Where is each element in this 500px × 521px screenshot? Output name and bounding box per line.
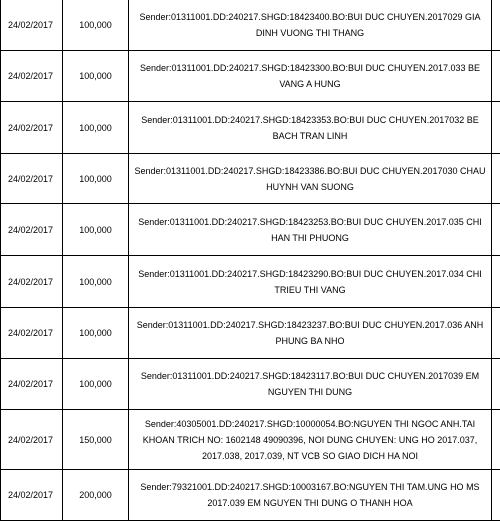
- date-cell: 24/02/2017: [1, 308, 63, 359]
- amount-cell: 150,000: [63, 410, 129, 470]
- amount-cell: 100,000: [63, 204, 129, 256]
- date-cell: 24/02/2017: [1, 410, 63, 470]
- description-cell: Sender:01311001.DD:240217.SHGD:18423300.BO:BUI DUC CHUYEN.2017.033 BE VANG A HUNG: [129, 51, 492, 102]
- empty-cell: [492, 410, 500, 470]
- date-cell: 24/02/2017: [1, 51, 63, 102]
- table-row: [1, 359, 500, 410]
- description-cell: Sender:01311001.DD:240217.SHGD:18423386.BO:BUI DUC CHUYEN.2017030 CHAU HUYNH VAN SUONG: [129, 154, 492, 204]
- description-cell: Sender:01311001.DD:240217.SHGD:18423117.BO:BUI DUC CHUYEN.2017039 EM NGUYEN THI DUNG: [129, 359, 492, 410]
- table-row: [1, 204, 500, 256]
- amount-cell: 100,000: [63, 154, 129, 204]
- date-cell: 24/02/2017: [1, 256, 63, 308]
- amount-cell: 100,000: [63, 51, 129, 102]
- empty-cell: [492, 204, 500, 256]
- description-cell: Sender:01311001.DD:240217.SHGD:18423353.BO:BUI DUC CHUYEN.2017032 BE BACH TRAN LINH: [129, 102, 492, 154]
- date-cell: 24/02/2017: [1, 154, 63, 204]
- description-cell: Sender:01311001.DD:240217.SHGD:18423290.BO:BUI DUC CHUYEN.2017.034 CHI TRIEU THI VANG: [129, 256, 492, 308]
- description-cell: Sender:79321001.DD:240217.SHGD:10003167.BO:NGUYEN THI TAM.UNG HO MS 2017.039 EM NGUYEN THI DUNG O THANH HOA: [129, 470, 492, 521]
- description-cell: Sender:01311001.DD:240217.SHGD:18423237.BO:BUI DUC CHUYEN.2017.036 ANH PHUNG BA NHO: [129, 308, 492, 359]
- empty-cell: [492, 102, 500, 154]
- table-row: [1, 154, 500, 204]
- table-row: [1, 256, 500, 308]
- empty-cell: [492, 154, 500, 204]
- description-cell: Sender:01311001.DD:240217.SHGD:18423400.BO:BUI DUC CHUYEN.2017029 GIA DINH VUONG THI THANG: [129, 0, 492, 51]
- date-cell: 24/02/2017: [1, 0, 63, 51]
- empty-cell: [492, 51, 500, 102]
- amount-cell: 100,000: [63, 359, 129, 410]
- description-cell: Sender:01311001.DD:240217.SHGD:18423253.BO:BUI DUC CHUYEN.2017.035 CHI HAN THI PHUONG: [129, 204, 492, 256]
- description-cell: Sender:40305001.DD:240217.SHGD:10000054.BO:NGUYEN THI NGOC ANH.TAI KHOAN TRICH NO: 1602148 49090396, NOI DUNG CHUYEN: UNG HO 2017.037, 2017.038, 2017.039, NT VCB SO GIAO DICH HA NOI: [129, 410, 492, 470]
- date-cell: 24/02/2017: [1, 204, 63, 256]
- transaction-rows: [1, 0, 500, 521]
- amount-cell: 200,000: [63, 470, 129, 521]
- empty-cell: [492, 308, 500, 359]
- empty-cell: [492, 256, 500, 308]
- amount-cell: 100,000: [63, 256, 129, 308]
- date-cell: 24/02/2017: [1, 102, 63, 154]
- table-row: [1, 102, 500, 154]
- date-cell: 24/02/2017: [1, 359, 63, 410]
- empty-cell: [492, 0, 500, 51]
- table-row: [1, 410, 500, 470]
- table-row: [1, 308, 500, 359]
- amount-cell: 100,000: [63, 308, 129, 359]
- table-row: [1, 0, 500, 51]
- amount-cell: 100,000: [63, 0, 129, 51]
- amount-cell: 100,000: [63, 102, 129, 154]
- table-row: [1, 51, 500, 102]
- date-cell: 24/02/2017: [1, 470, 63, 521]
- empty-cell: [492, 359, 500, 410]
